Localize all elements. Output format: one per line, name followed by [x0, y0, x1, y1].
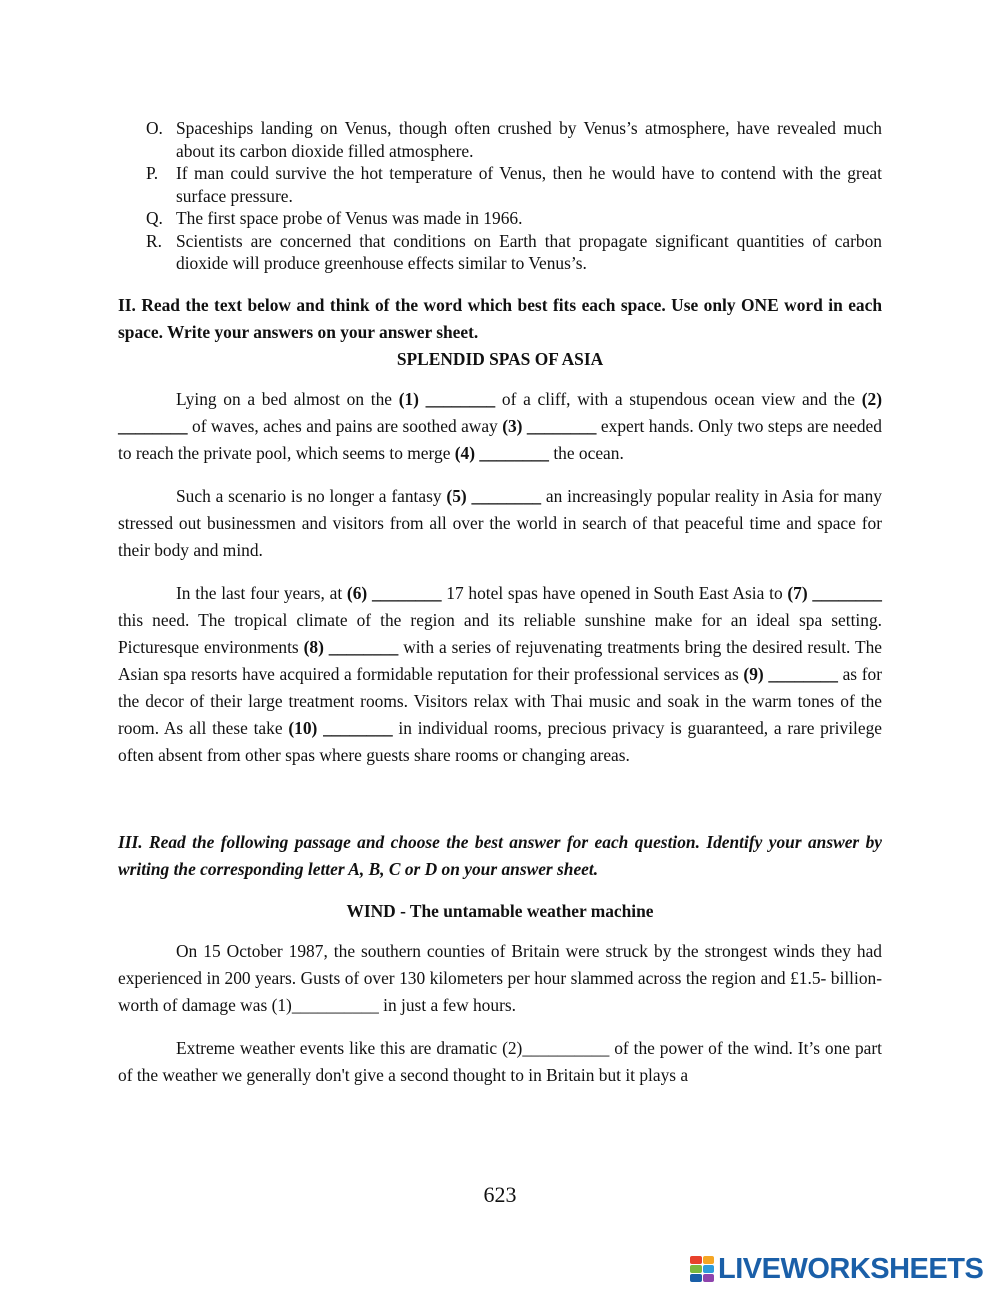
list-item: [118, 162, 882, 207]
text-run: In the last four years, at: [176, 582, 347, 603]
logo-tile: [703, 1256, 715, 1264]
gap-blank[interactable]: ________: [526, 415, 597, 436]
text-run: as for the decor of their large treatment rooms. Visitors relax with Thai music and soak in the warm tones of the room. As all these take: [118, 663, 882, 738]
gap-number: (5): [446, 485, 467, 506]
gap-blank[interactable]: ________: [425, 388, 496, 409]
gap-number: (4): [454, 442, 476, 463]
list-item-text: Scientists are concerned that conditions on Earth that propagate significant quantities of carbon dioxide will produce greenhouse effects similar to Venus’s.: [176, 230, 882, 273]
gap-number: (9): [743, 663, 764, 684]
section-3-title: WIND - The untamable weather machine: [346, 900, 654, 921]
list-item: [118, 207, 882, 230]
text-run: Such a scenario is no longer a fantasy: [176, 485, 447, 506]
liveworksheets-logo-icon: [690, 1256, 714, 1282]
text-run: this need. The tropical climate of the region and its reliable sunshine make for an ideal spa setting. Picturesque environments: [118, 609, 882, 657]
text-run: with a series of rejuvenating treatments bring the desired result. The Asian spa resorts have acquired a formidable reputation for their professional services as: [118, 636, 882, 684]
list-item-letter: P.: [146, 163, 159, 183]
wind-paragraph-1: On 15 October 1987, the southern counties of Britain were struck by the strongest winds they had experienced in 200 years. Gusts of over 130 kilometers per hour slammed across the region and £1.5- billion-worth of damage was (1)__________ in just a few hours.: [118, 940, 882, 1015]
liveworksheets-logo[interactable]: [690, 1252, 990, 1286]
list-item-text: The first space probe of Venus was made in 1966.: [176, 208, 523, 228]
gap-blank[interactable]: ________: [768, 663, 838, 684]
gap-number: (1): [398, 388, 419, 409]
list-item: [118, 117, 882, 162]
logo-tile: [690, 1256, 702, 1264]
gap-number: (7): [787, 582, 808, 603]
section-2-heading: II. Read the text below and think of the word which best fits each space. Use only ONE word in each space. Write your answers on your answer sheet.: [118, 294, 882, 342]
gap-number: (3): [502, 415, 523, 436]
spa-paragraph-1: [118, 386, 882, 467]
spa-paragraph-3: [118, 580, 882, 769]
gap-number: (10): [288, 717, 318, 738]
text-run: expert hands. Only two steps are needed to reach the private pool, which seems to merge: [118, 415, 882, 463]
logo-tile: [703, 1274, 715, 1282]
gap-number: (8): [303, 636, 324, 657]
list-item-text: If man could survive the hot temperature of Venus, then he would have to contend with the great surface pressure.: [176, 163, 882, 206]
text-run: in individual rooms, precious privacy is guaranteed, a rare privilege often absent from other spas where guests share rooms or changing areas.: [118, 717, 882, 765]
list-item-text: Spaceships landing on Venus, though often crushed by Venus’s atmosphere, have revealed much about its carbon dioxide filled atmosphere.: [176, 118, 882, 161]
gap-number: (2): [861, 388, 882, 409]
text-run: 17 hotel spas have opened in South East Asia to: [441, 582, 788, 603]
text-run: an increasingly popular reality in Asia for many stressed out businessmen and visitors from all over the world in search of that peaceful time and space for their body and mind.: [118, 485, 882, 560]
gap-blank[interactable]: ________: [812, 582, 882, 603]
logo-tile: [690, 1274, 702, 1282]
text-run: the ocean.: [548, 442, 624, 463]
text-run: of waves, aches and pains are soothed away: [187, 415, 503, 436]
logo-tile: [703, 1265, 715, 1273]
gap-number: (6): [346, 582, 368, 603]
list-item-letter: Q.: [146, 208, 163, 228]
text-run: of a cliff, with a stupendous ocean view and the: [495, 388, 862, 409]
page-number: 623: [483, 1182, 517, 1207]
list-item-letter: O.: [146, 118, 163, 138]
gap-blank[interactable]: ________: [471, 485, 542, 506]
section-2-title: SPLENDID SPAS OF ASIA: [396, 348, 604, 369]
list-item-letter: R.: [146, 230, 162, 251]
gap-blank[interactable]: ________: [328, 636, 399, 657]
text-run: Lying on a bed almost on the: [176, 388, 399, 409]
document-page: [118, 117, 882, 1089]
liveworksheets-logo-text: LIVEWORKSHEETS: [718, 1253, 984, 1285]
answer-options-list: [118, 117, 882, 275]
gap-blank[interactable]: ________: [371, 582, 442, 603]
gap-blank[interactable]: ________: [479, 442, 549, 463]
list-item: [118, 230, 882, 275]
wind-paragraph-2: Extreme weather events like this are dramatic (2)__________ of the power of the wind. It’s one part of the weather we generally don't give a second thought to in Britain but it plays a: [118, 1037, 882, 1085]
section-3-heading: III. Read the following passage and choose the best answer for each question. Identify your answer by writing the corresponding letter A, B, C or D on your answer sheet.: [118, 831, 882, 879]
spa-paragraph-2: [118, 483, 882, 564]
gap-blank[interactable]: ________: [323, 717, 393, 738]
logo-tile: [690, 1265, 702, 1273]
gap-blank[interactable]: ________: [118, 415, 188, 436]
